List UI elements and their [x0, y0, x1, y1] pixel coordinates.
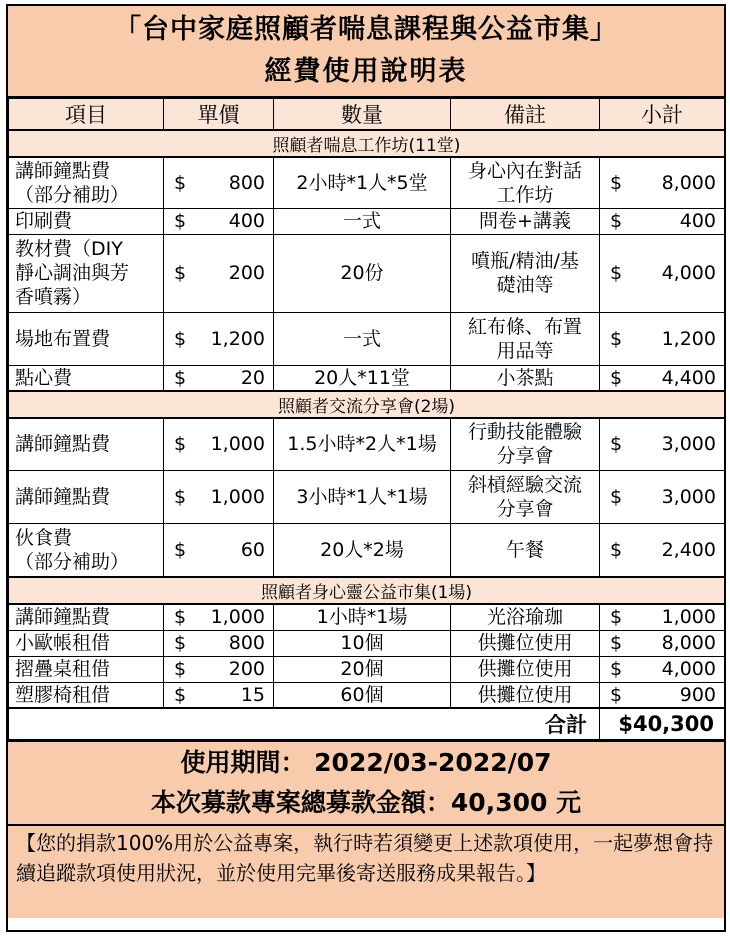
section-row: [9, 577, 725, 604]
subtotal-cell: [600, 523, 725, 577]
price-cell: [164, 312, 274, 365]
table-row: [9, 365, 725, 391]
price-value: 1,000: [210, 606, 265, 629]
item-cell: 講師鐘點費 （部分補助）: [9, 157, 164, 208]
price-amount: [174, 606, 265, 628]
currency-symbol: $: [610, 210, 623, 232]
price-cell: [164, 682, 274, 708]
currency-symbol: $: [610, 606, 623, 629]
item-cell: 印刷費: [9, 208, 164, 234]
item-cell: 講師鐘點費: [9, 418, 164, 470]
period-block: [8, 740, 724, 826]
currency-symbol: $: [610, 366, 623, 389]
currency-symbol: $: [610, 538, 623, 561]
currency-symbol: $: [174, 683, 187, 706]
table-row: [9, 656, 725, 682]
table-row: [9, 604, 725, 630]
currency-symbol: $: [610, 327, 623, 350]
qty-cell: 1.5小時*2人*1場: [274, 418, 451, 470]
item-cell: 塑膠椅租借: [9, 682, 164, 708]
currency-symbol: $: [610, 171, 623, 194]
subtotal-amount: [610, 486, 716, 508]
currency-symbol: $: [174, 171, 187, 194]
col-header-qty: 數量: [274, 99, 451, 131]
price-amount: [174, 210, 265, 232]
price-value: 1,200: [210, 327, 265, 350]
item-cell: 小歐帳租借: [9, 630, 164, 656]
col-header-price: 單價: [164, 99, 274, 131]
price-amount: [174, 367, 265, 389]
qty-cell: 20人*11堂: [274, 365, 451, 391]
subtotal-value: 8,000: [661, 632, 716, 654]
note-cell: 行動技能體驗 分享會: [451, 418, 600, 470]
price-amount: [174, 262, 265, 284]
qty-cell: 20份: [274, 234, 451, 312]
section-heading: 照顧者交流分享會(2場): [9, 391, 725, 418]
price-amount: [174, 684, 265, 706]
subtotal-amount: [610, 606, 716, 628]
subtotal-value: 400: [679, 210, 716, 232]
subtotal-value: 1,200: [661, 327, 716, 350]
col-header-subtotal: 小計: [600, 99, 725, 131]
price-value: 800: [228, 171, 265, 194]
note-cell: 噴瓶/精油/基 礎油等: [451, 234, 600, 312]
price-amount: [174, 658, 265, 680]
subtotal-value: 2,400: [661, 538, 716, 561]
price-cell: [164, 418, 274, 470]
subtotal-value: 3,000: [661, 433, 716, 456]
section-heading: 照顧者身心靈公益市集(1場): [9, 577, 725, 604]
section-heading: 照顧者喘息工作坊(11堂): [9, 130, 725, 157]
price-amount: [174, 486, 265, 508]
currency-symbol: $: [174, 658, 187, 680]
qty-cell: 3小時*1人*1場: [274, 470, 451, 523]
price-value: 60: [240, 538, 265, 561]
price-cell: [164, 208, 274, 234]
item-cell: 伙食費 （部分補助）: [9, 523, 164, 577]
budget-table: [8, 98, 725, 740]
price-value: 800: [228, 632, 265, 654]
budget-sheet: [6, 4, 726, 932]
qty-cell: 20個: [274, 656, 451, 682]
subtotal-value: 3,000: [661, 485, 716, 508]
price-value: 200: [228, 658, 265, 680]
subtotal-amount: [610, 539, 716, 561]
currency-symbol: $: [610, 683, 623, 706]
currency-symbol: $: [174, 327, 187, 350]
currency-symbol: $: [174, 210, 187, 232]
qty-cell: 一式: [274, 312, 451, 365]
note-cell: 供攤位使用: [451, 630, 600, 656]
item-cell: 摺疊桌租借: [9, 656, 164, 682]
price-amount: [174, 632, 265, 654]
currency-symbol: $: [610, 433, 623, 456]
price-cell: [164, 365, 274, 391]
header-row: [9, 99, 725, 131]
subtotal-value: 1,000: [661, 606, 716, 629]
price-cell: [164, 234, 274, 312]
subtotal-value: 8,000: [661, 171, 716, 194]
table-row: [9, 470, 725, 523]
subtotal-cell: [600, 682, 725, 708]
price-value: 1,000: [210, 433, 265, 456]
price-amount: [174, 328, 265, 350]
usage-period: 使用期間： 2022/03-2022/07: [180, 748, 552, 777]
currency-symbol: $: [174, 262, 187, 284]
subtotal-amount: [610, 433, 716, 455]
subtotal-amount: [610, 658, 716, 680]
subtotal-amount: [610, 632, 716, 654]
col-header-note: 備註: [451, 99, 600, 131]
subtotal-cell: [600, 418, 725, 470]
qty-cell: 1小時*1場: [274, 604, 451, 630]
item-cell: 點心費: [9, 365, 164, 391]
title-line-1: 「台中家庭照顧者喘息課程與公益市集」: [114, 14, 618, 45]
note-cell: 午餐: [451, 523, 600, 577]
footnote: 【您的捐款100%用於公益專案，執行時若須變更上述款項使用，一起夢想會持續追蹤款項使用狀況，並於使用完畢後寄送服務成果報告。】: [8, 826, 724, 918]
col-header-item: 項目: [9, 99, 164, 131]
table-row: [9, 312, 725, 365]
qty-cell: 10個: [274, 630, 451, 656]
price-cell: [164, 604, 274, 630]
table-row: [9, 418, 725, 470]
subtotal-cell: [600, 604, 725, 630]
subtotal-cell: [600, 312, 725, 365]
note-cell: 供攤位使用: [451, 656, 600, 682]
price-value: 15: [240, 683, 265, 706]
currency-symbol: $: [610, 262, 623, 284]
currency-symbol: $: [174, 538, 187, 561]
subtotal-value: 4,000: [661, 262, 716, 284]
price-amount: [174, 433, 265, 455]
table-row: [9, 157, 725, 208]
section-row: [9, 130, 725, 157]
table-row: [9, 682, 725, 708]
subtotal-amount: [610, 172, 716, 194]
price-cell: [164, 656, 274, 682]
subtotal-amount: [610, 210, 716, 232]
price-amount: [174, 172, 265, 194]
subtotal-cell: [600, 157, 725, 208]
total-row: [9, 708, 725, 740]
subtotal-value: 4,000: [661, 658, 716, 680]
title-line-2: 經費使用說明表: [264, 56, 468, 87]
item-cell: 教材費（DIY 靜心調油與芳 香噴霧）: [9, 234, 164, 312]
price-cell: [164, 630, 274, 656]
price-value: 1,000: [210, 485, 265, 508]
currency-symbol: $: [610, 632, 623, 654]
table-row: [9, 234, 725, 312]
subtotal-amount: [610, 367, 716, 389]
subtotal-cell: [600, 365, 725, 391]
subtotal-amount: [610, 328, 716, 350]
subtotal-cell: [600, 470, 725, 523]
subtotal-value: 900: [679, 683, 716, 706]
total-raised: 本次募款專案總募款金額：40,300 元: [150, 788, 582, 817]
table-row: [9, 630, 725, 656]
currency-symbol: $: [174, 606, 187, 629]
price-value: 200: [228, 262, 265, 284]
subtotal-cell: [600, 656, 725, 682]
currency-symbol: $: [174, 366, 187, 389]
total-label: 合計: [9, 708, 600, 740]
note-cell: 小茶點: [451, 365, 600, 391]
budget-body: [9, 130, 725, 708]
price-amount: [174, 539, 265, 561]
section-row: [9, 391, 725, 418]
subtotal-cell: [600, 234, 725, 312]
note-cell: 問卷+講義: [451, 208, 600, 234]
currency-symbol: $: [174, 433, 187, 456]
price-cell: [164, 157, 274, 208]
currency-symbol: $: [174, 632, 187, 654]
qty-cell: 一式: [274, 208, 451, 234]
subtotal-cell: [600, 630, 725, 656]
subtotal-amount: [610, 684, 716, 706]
title-block: [8, 6, 724, 98]
subtotal-value: 4,400: [661, 366, 716, 389]
total-value: $40,300: [600, 708, 725, 740]
qty-cell: 60個: [274, 682, 451, 708]
price-cell: [164, 523, 274, 577]
item-cell: 場地布置費: [9, 312, 164, 365]
item-cell: 講師鐘點費: [9, 604, 164, 630]
table-row: [9, 208, 725, 234]
note-cell: 光浴瑜珈: [451, 604, 600, 630]
note-cell: 斜槓經驗交流 分享會: [451, 470, 600, 523]
note-cell: 紅布條、布置 用品等: [451, 312, 600, 365]
subtotal-amount: [610, 262, 716, 284]
qty-cell: 20人*2場: [274, 523, 451, 577]
price-value: 20: [240, 366, 265, 389]
price-cell: [164, 470, 274, 523]
price-value: 400: [228, 210, 265, 232]
subtotal-cell: [600, 208, 725, 234]
table-row: [9, 523, 725, 577]
qty-cell: 2小時*1人*5堂: [274, 157, 451, 208]
item-cell: 講師鐘點費: [9, 470, 164, 523]
note-cell: 供攤位使用: [451, 682, 600, 708]
currency-symbol: $: [174, 485, 187, 508]
currency-symbol: $: [610, 658, 623, 680]
note-cell: 身心內在對話 工作坊: [451, 157, 600, 208]
currency-symbol: $: [610, 485, 623, 508]
